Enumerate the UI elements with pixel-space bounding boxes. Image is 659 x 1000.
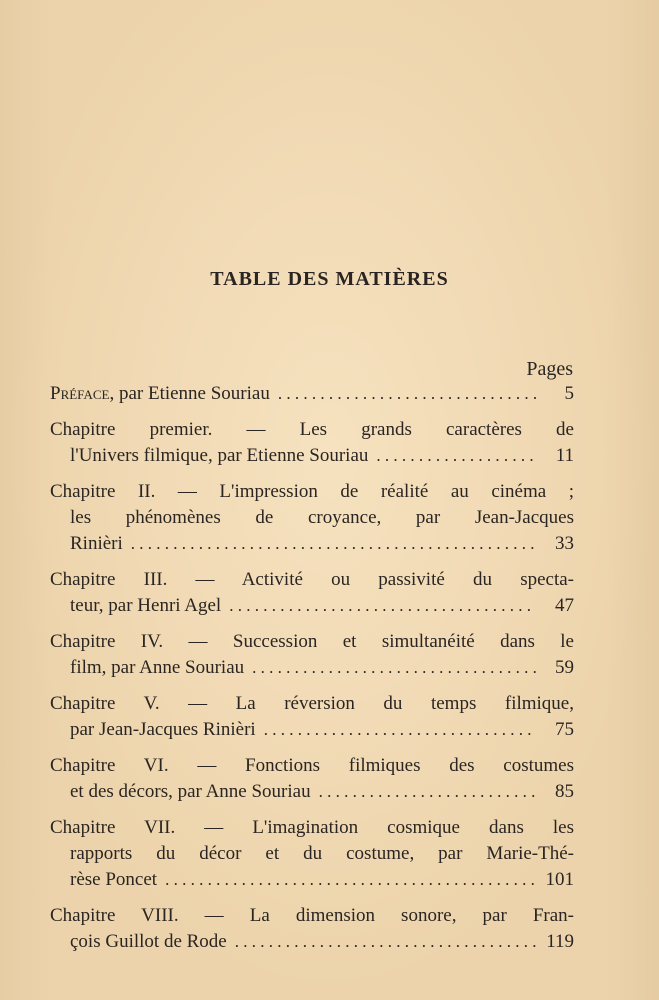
toc-entry-text: film, par Anne Souriau [70, 657, 245, 678]
toc-entry-line: les phénomènes de croyance, par Jean-Jacques [70, 507, 574, 528]
toc-entry-preface[interactable] [50, 381, 574, 407]
dot-leader [131, 531, 536, 557]
toc-entry-line: Chapitre II. — L'impression de réalité au cinéma ; [50, 481, 574, 502]
toc-page-number: 119 [546, 931, 574, 952]
dot-leader [278, 381, 536, 407]
toc-page-number: 59 [555, 657, 574, 678]
dot-leader [252, 655, 536, 681]
toc-entry-line: Chapitre V. — La réversion du temps filmique, [50, 693, 574, 714]
toc-entry-text: Rinièri [70, 533, 123, 554]
toc-entry-line: Chapitre VIII. — La dimension sonore, par Fran- [50, 905, 574, 926]
toc-entry-text: l'Univers filmique, par Etienne Souriau [70, 445, 369, 466]
toc-entry-last-line [50, 867, 574, 893]
toc-entry-last-line [50, 929, 574, 955]
toc-entry-chapter-8[interactable] [50, 903, 574, 955]
toc-entry-last-line [50, 381, 574, 407]
toc-title: TABLE DES MATIÈRES [210, 268, 449, 290]
toc-entry-text: teur, par Henri Agel [70, 595, 222, 616]
dot-leader [376, 443, 536, 469]
table-of-contents [50, 381, 574, 965]
toc-entry-last-line [50, 717, 574, 743]
toc-entry-heading: Préface [50, 383, 110, 404]
toc-entry-text: par Jean-Jacques Rinièri [70, 719, 256, 740]
toc-entry-author: , par Etienne Souriau [109, 383, 270, 404]
toc-page-number: 101 [545, 869, 574, 890]
toc-entry-text: rèse Poncet [70, 869, 158, 890]
toc-entry-chapter-5[interactable] [50, 691, 574, 743]
toc-entry-last-line [50, 779, 574, 805]
toc-entry-chapter-6[interactable] [50, 753, 574, 805]
toc-page-number: 75 [555, 719, 574, 740]
toc-entry-line: Chapitre premier. — Les grands caractères de [50, 419, 574, 440]
toc-entry-last-line [50, 655, 574, 681]
toc-entry-text: çois Guillot de Rode [70, 931, 227, 952]
toc-page-number: 47 [555, 595, 574, 616]
toc-entry-chapter-4[interactable] [50, 629, 574, 681]
toc-entry-line: Chapitre VII. — L'imagination cosmique dans les [50, 817, 574, 838]
dot-leader [319, 779, 536, 805]
toc-entry-text [50, 381, 270, 407]
toc-entry-chapter-7[interactable] [50, 815, 574, 893]
pages-column-label: Pages [526, 358, 573, 380]
toc-entry-line: Chapitre IV. — Succession et simultanéité dans le [50, 631, 574, 652]
toc-page-number: 85 [555, 781, 574, 802]
toc-entry-text: et des décors, par Anne Souriau [70, 781, 311, 802]
toc-page-number: 11 [555, 445, 574, 466]
dot-leader [229, 593, 536, 619]
toc-entry-line: rapports du décor et du costume, par Marie-Thé- [70, 843, 574, 864]
toc-entry-line: Chapitre III. — Activité ou passivité du specta- [50, 569, 574, 590]
toc-entry-line: Chapitre VI. — Fonctions filmiques des costumes [50, 755, 574, 776]
toc-page-number: 33 [555, 533, 574, 554]
toc-entry-chapter-3[interactable] [50, 567, 574, 619]
toc-page-number: 5 [564, 383, 574, 404]
toc-entry-last-line [50, 593, 574, 619]
toc-entry-last-line [50, 443, 574, 469]
dot-leader [264, 717, 536, 743]
dot-leader [165, 867, 536, 893]
toc-entry-chapter-1[interactable] [50, 417, 574, 469]
dot-leader [235, 929, 536, 955]
toc-entry-chapter-2[interactable] [50, 479, 574, 557]
toc-entry-last-line [50, 531, 574, 557]
